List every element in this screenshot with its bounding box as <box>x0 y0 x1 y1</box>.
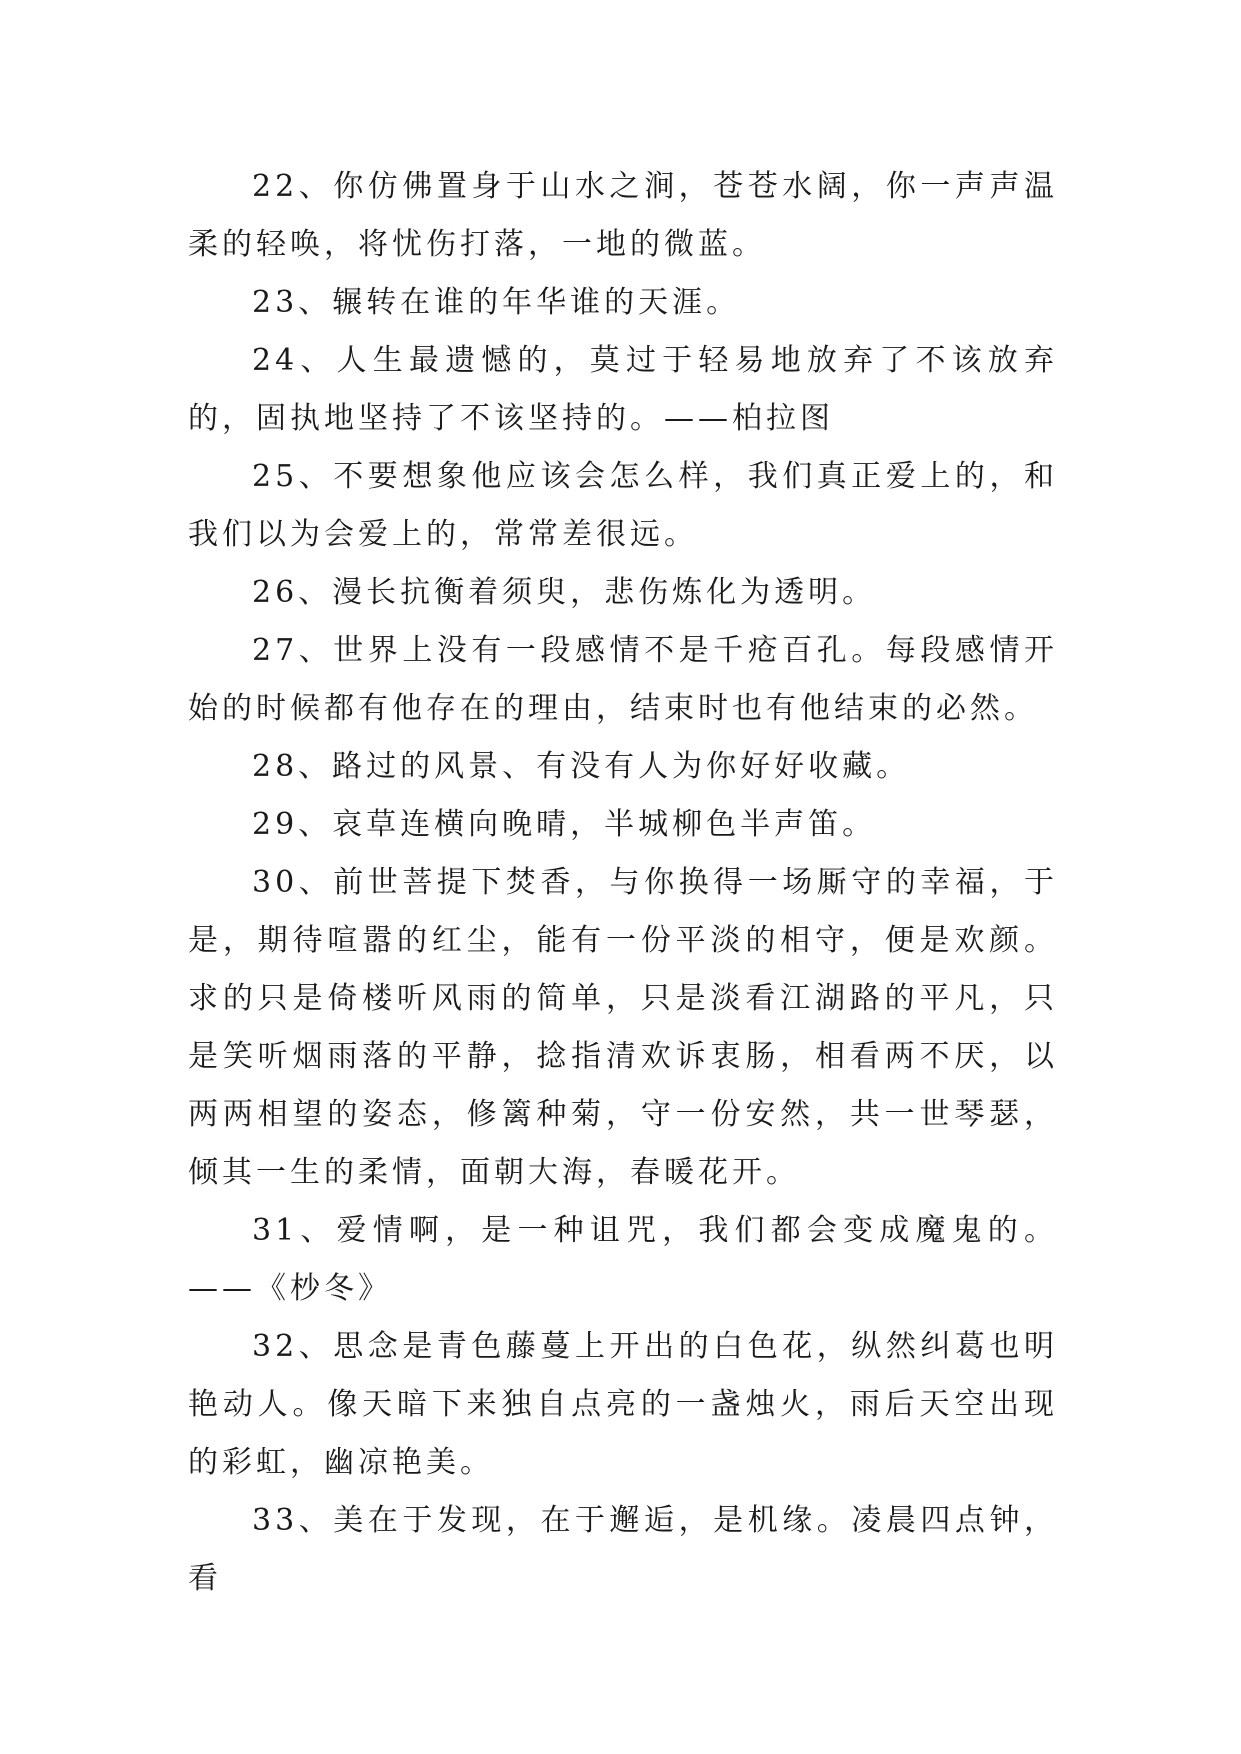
document-body <box>188 158 1058 1608</box>
paragraph-30: 30、前世菩提下焚香，与你换得一场厮守的幸福，于是，期待喧嚣的红尘，能有一份平淡的相守，便是欢颜。求的只是倚楼听风雨的简单，只是淡看江湖路的平凡，只是笑听烟雨落的平静，捻指清欢诉衷肠，相看两不厌，以两两相望的姿态，修篱种菊，守一份安然，共一世琴瑟，倾其一生的柔情，面朝大海，春暖花开。 <box>188 865 1058 1190</box>
paragraph-24: 24、人生最遗憾的，莫过于轻易地放弃了不该放弃的，固执地坚持了不该坚持的。——柏拉图 <box>188 343 1058 436</box>
paragraph-26: 26、漫长抗衡着须臾，悲伤炼化为透明。 <box>252 575 877 610</box>
paragraph-23: 23、辗转在谁的年华谁的天涯。 <box>252 285 741 320</box>
paragraph-29: 29、哀草连横向晚晴，半城柳色半声笛。 <box>252 807 877 842</box>
paragraph-25: 25、不要想象他应该会怎么样，我们真正爱上的，和我们以为会爱上的，常常差很远。 <box>188 459 1058 552</box>
paragraph-32: 32、思念是青色藤蔓上开出的白色花，纵然纠葛也明艳动人。像天暗下来独自点亮的一盏烛火，雨后天空出现的彩虹，幽凉艳美。 <box>188 1329 1058 1480</box>
paragraph-27: 27、世界上没有一段感情不是千疮百孔。每段感情开始的时候都有他存在的理由，结束时也有他结束的必然。 <box>188 633 1058 726</box>
paragraph-33: 33、美在于发现，在于邂逅，是机缘。凌晨四点钟，看 <box>188 1503 1058 1596</box>
paragraph-22: 22、你仿佛置身于山水之涧，苍苍水阔，你一声声温柔的轻唤，将忧伤打落，一地的微蓝。 <box>188 169 1058 262</box>
paragraph-31: 31、爱情啊，是一种诅咒，我们都会变成魔鬼的。——《杪冬》 <box>188 1213 1058 1306</box>
paragraph-28: 28、路过的风景、有没有人为你好好收藏。 <box>252 749 911 784</box>
